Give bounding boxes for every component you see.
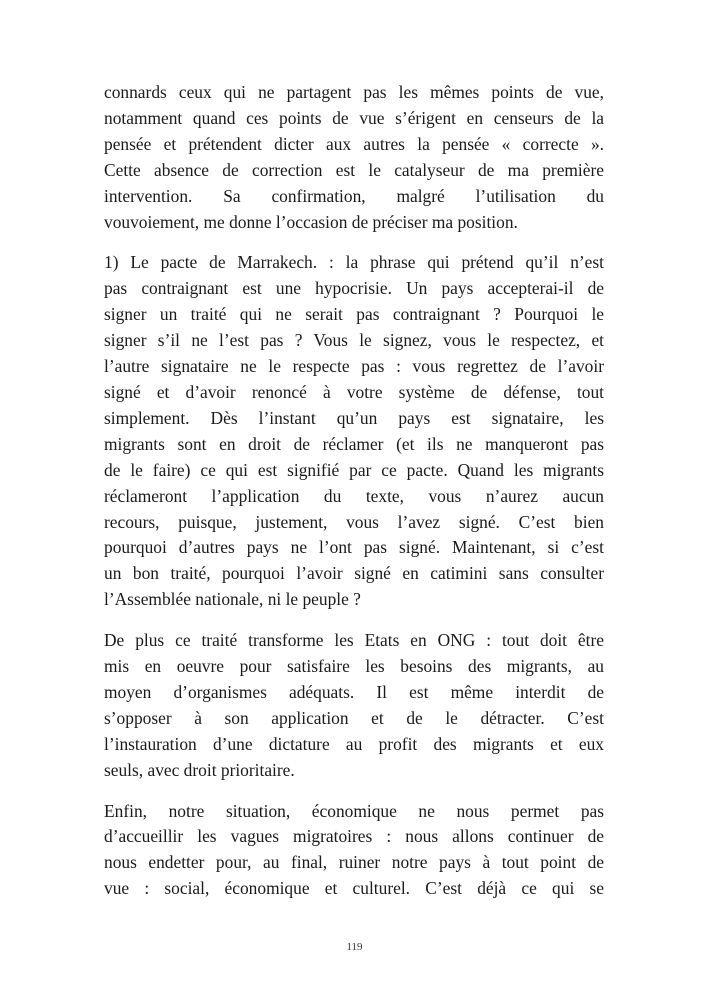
page-number: 119 — [346, 941, 363, 953]
text-line: pas contraignant est une hypocrisie. Un pays accepterai-il de — [104, 278, 604, 299]
text-line: simplement. Dès l’instant qu’un pays est signataire, les — [104, 407, 604, 428]
text-line: l’autre signataire ne le respecte pas : vous regrettez de l’avoir — [104, 356, 604, 377]
paragraph-1 — [104, 80, 604, 235]
paragraph-3 — [104, 628, 604, 783]
text-line: vouvoiement, me donne l’occasion de préciser ma position. — [104, 211, 518, 232]
text-line: De plus ce traité transforme les Etats en ONG : tout doit être — [104, 630, 604, 651]
text-line: notamment quand ces points de vue s’érigent en censeurs de la — [104, 107, 604, 128]
paragraph-4 — [104, 799, 604, 903]
text-line: migrants sont en droit de réclamer (et ils ne manqueront pas — [104, 433, 604, 454]
text-line: pourquoi d’autres pays ne l’ont pas signé. Maintenant, si c’est — [104, 537, 604, 558]
text-line: Enfin, notre situation, économique ne nous permet pas — [104, 800, 604, 821]
text-line: réclameront l’application du texte, vous n’aurez aucun — [104, 485, 604, 506]
text-line: mis en oeuvre pour satisfaire les besoins des migrants, au — [104, 656, 604, 677]
text-line: l’instauration d’une dictature au profit des migrants et eux — [104, 733, 604, 754]
text-line: nous endetter pour, au final, ruiner notre pays à tout point de — [104, 852, 604, 873]
body-text — [104, 80, 604, 902]
text-line: seuls, avec droit prioritaire. — [104, 759, 295, 780]
text-line: d’accueillir les vagues migratoires : nous allons continuer de — [104, 826, 604, 847]
text-line: vue : social, économique et culturel. C’est déjà ce qui se — [104, 878, 604, 899]
paragraph-2 — [104, 250, 604, 613]
text-line: l’Assemblée nationale, ni le peuple ? — [104, 589, 361, 610]
text-line: signer s’il ne l’est pas ? Vous le signez, vous le respectez, et — [104, 330, 604, 351]
text-line: de le faire) ce qui est signifié par ce pacte. Quand les migrants — [104, 459, 604, 480]
text-line: Cette absence de correction est le catalyseur de ma première — [104, 159, 604, 180]
text-line: pensée et prétendent dicter aux autres la pensée « correcte ». — [104, 133, 604, 154]
text-line: un bon traité, pourquoi l’avoir signé en catimini sans consulter — [104, 563, 604, 584]
text-line: signé et d’avoir renoncé à votre système de défense, tout — [104, 381, 604, 402]
text-line: 1) Le pacte de Marrakech. : la phrase qui prétend qu’il n’est — [104, 252, 604, 273]
text-line: signer un traité qui ne serait pas contraignant ? Pourquoi le — [104, 304, 604, 325]
text-line: intervention. Sa confirmation, malgré l’utilisation du — [104, 185, 604, 206]
text-line: moyen d’organismes adéquats. Il est même interdit de — [104, 681, 604, 702]
text-line: recours, puisque, justement, vous l’avez signé. C’est bien — [104, 511, 604, 532]
text-line: connards ceux qui ne partagent pas les mêmes points de vue, — [104, 82, 604, 102]
text-line: s’opposer à son application et de le détracter. C’est — [104, 707, 604, 728]
